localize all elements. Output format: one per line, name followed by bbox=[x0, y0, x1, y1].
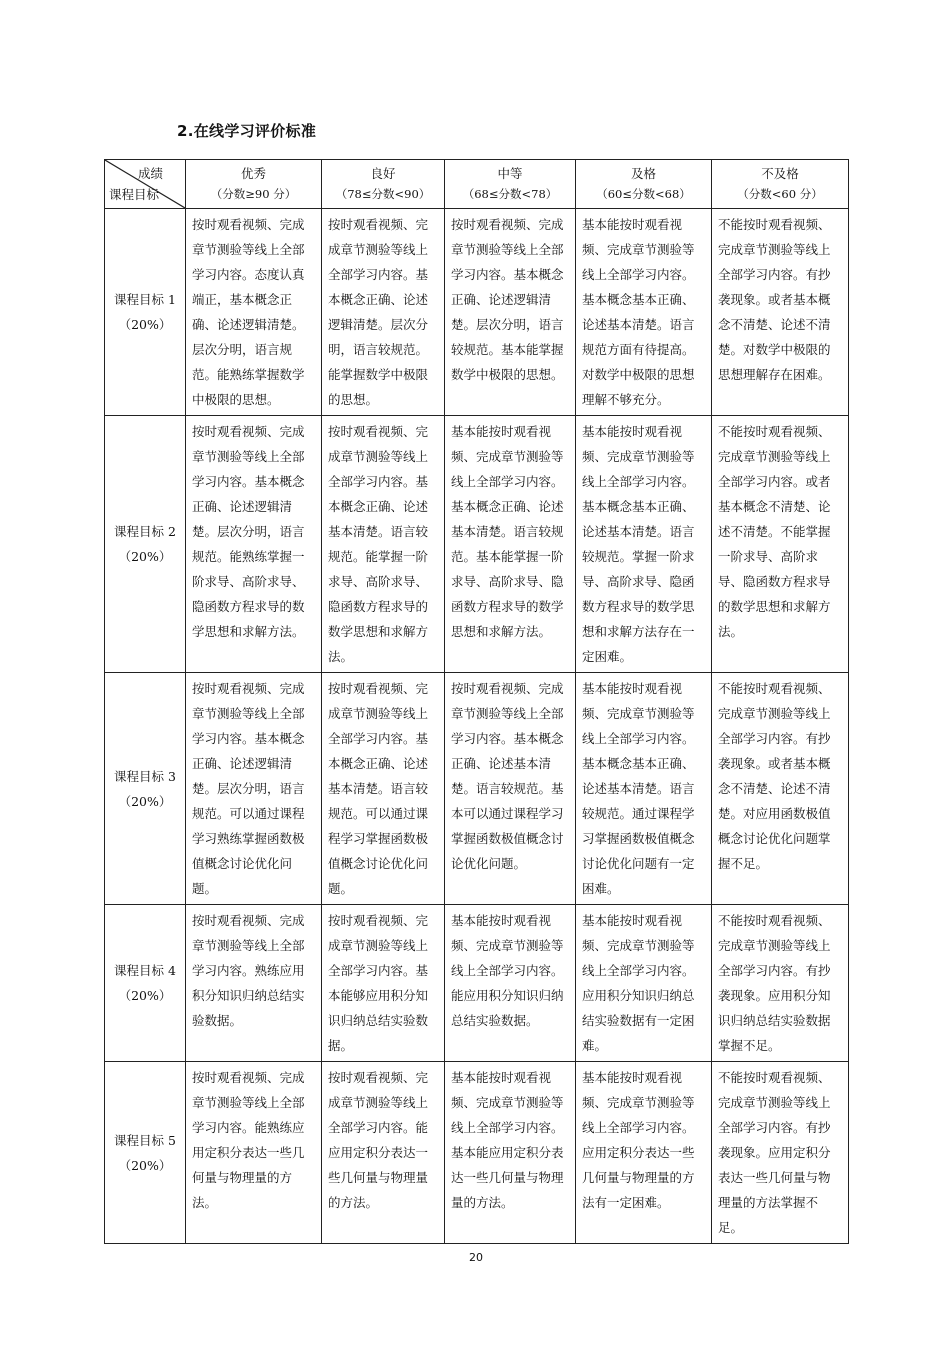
table-corner-cell bbox=[105, 160, 186, 209]
criteria-cell: 不能按时观看视频、完成章节测验等线上全部学习内容。有抄袭现象。或者基本概念不清楚、论述不清楚。对应用函数极值概念讨论优化问题掌握不足。 bbox=[712, 673, 849, 905]
criteria-cell: 基本能按时观看视频、完成章节测验等线上全部学习内容。基本概念正确、论述基本清楚。语言较规范。基本能掌握一阶求导、高阶求导、隐函数方程求导的数学思想和求解方法。 bbox=[445, 416, 576, 673]
section-title: 2.在线学习评价标准 bbox=[177, 122, 317, 140]
criteria-cell: 基本能按时观看视频、完成章节测验等线上全部学习内容。基本概念基本正确、论述基本清楚。语言较规范。通过课程学习掌握函数极值概念讨论优化问题有一定困难。 bbox=[576, 673, 712, 905]
criteria-cell: 按时观看视频、完成章节测验等线上全部学习内容。能应用定积分表达一些几何量与物理量的方法。 bbox=[322, 1062, 445, 1244]
criteria-cell: 基本能按时观看视频、完成章节测验等线上全部学习内容。应用定积分表达一些几何量与物理量的方法有一定困难。 bbox=[576, 1062, 712, 1244]
table-row-goal-3 bbox=[105, 673, 849, 905]
goal-label: 课程目标 5 （20%） bbox=[105, 1062, 186, 1244]
criteria-cell: 不能按时观看视频、完成章节测验等线上全部学习内容。有抄袭现象。应用积分知识归纳总结实验数据掌握不足。 bbox=[712, 905, 849, 1062]
criteria-cell: 按时观看视频、完成章节测验等线上全部学习内容。基本概念正确、论述基本清楚。语言较规范。可以通过课程学习掌握函数极值概念讨论优化问题。 bbox=[322, 673, 445, 905]
criteria-cell: 按时观看视频、完成章节测验等线上全部学习内容。能熟练应用定积分表达一些几何量与物理量的方法。 bbox=[186, 1062, 322, 1244]
header-fail: 不及格 （分数<60 分） bbox=[712, 160, 849, 209]
criteria-cell: 按时观看视频、完成章节测验等线上全部学习内容。基本概念正确、论述逻辑清楚。层次分明，语言较规范。基本能掌握数学中极限的思想。 bbox=[445, 209, 576, 416]
header-excellent: 优秀 （分数≥90 分） bbox=[186, 160, 322, 209]
evaluation-table bbox=[104, 159, 849, 1244]
criteria-cell: 基本能按时观看视频、完成章节测验等线上全部学习内容。基本概念基本正确、论述基本清楚。语言规范方面有待提高。对数学中极限的思想理解不够充分。 bbox=[576, 209, 712, 416]
criteria-cell: 按时观看视频、完成章节测验等线上全部学习内容。态度认真端正，基本概念正确、论述逻辑清楚。层次分明，语言规范。能熟练掌握数学中极限的思想。 bbox=[186, 209, 322, 416]
page-number: 20 bbox=[469, 1251, 483, 1264]
criteria-cell: 按时观看视频、完成章节测验等线上全部学习内容。基本能够应用积分知识归纳总结实验数据。 bbox=[322, 905, 445, 1062]
criteria-cell: 按时观看视频、完成章节测验等线上全部学习内容。基本概念正确、论述基本清楚。语言较规范。基本可以通过课程学习掌握函数极值概念讨论优化问题。 bbox=[445, 673, 576, 905]
criteria-cell: 不能按时观看视频、完成章节测验等线上全部学习内容。有抄袭现象。或者基本概念不清楚、论述不清楚。对数学中极限的思想理解存在困难。 bbox=[712, 209, 849, 416]
criteria-cell: 基本能按时观看视频、完成章节测验等线上全部学习内容。基本能应用定积分表达一些几何量与物理量的方法。 bbox=[445, 1062, 576, 1244]
table-header-row bbox=[105, 160, 849, 209]
criteria-cell: 基本能按时观看视频、完成章节测验等线上全部学习内容。基本概念基本正确、论述基本清楚。语言较规范。掌握一阶求导、高阶求导、隐函数方程求导的数学思想和求解方法存在一定困难。 bbox=[576, 416, 712, 673]
table-row-goal-5 bbox=[105, 1062, 849, 1244]
criteria-cell: 按时观看视频、完成章节测验等线上全部学习内容。基本概念正确、论述逻辑清楚。层次分明，语言规范。可以通过课程学习熟练掌握函数极值概念讨论优化问题。 bbox=[186, 673, 322, 905]
goal-label: 课程目标 3 （20%） bbox=[105, 673, 186, 905]
header-good: 良好 （78≤分数<90） bbox=[322, 160, 445, 209]
corner-label-grade: 成绩 bbox=[137, 166, 163, 181]
criteria-cell: 按时观看视频、完成章节测验等线上全部学习内容。熟练应用积分知识归纳总结实验数据。 bbox=[186, 905, 322, 1062]
corner-label-goal: 课程目标 bbox=[109, 187, 160, 202]
criteria-cell: 不能按时观看视频、完成章节测验等线上全部学习内容。有抄袭现象。应用定积分表达一些几何量与物理量的方法掌握不足。 bbox=[712, 1062, 849, 1244]
criteria-cell: 按时观看视频、完成章节测验等线上全部学习内容。基本概念正确、论述基本清楚。语言较规范。能掌握一阶求导、高阶求导、隐函数方程求导的数学思想和求解方法。 bbox=[322, 416, 445, 673]
header-medium: 中等 （68≤分数<78） bbox=[445, 160, 576, 209]
criteria-cell: 按时观看视频、完成章节测验等线上全部学习内容。基本概念正确、论述逻辑清楚。层次分明，语言较规范。能掌握数学中极限的思想。 bbox=[322, 209, 445, 416]
goal-label: 课程目标 4 （20%） bbox=[105, 905, 186, 1062]
goal-label: 课程目标 2 （20%） bbox=[105, 416, 186, 673]
table-row-goal-1 bbox=[105, 209, 849, 416]
table-row-goal-2 bbox=[105, 416, 849, 673]
criteria-cell: 不能按时观看视频、完成章节测验等线上全部学习内容。或者基本概念不清楚、论述不清楚。不能掌握一阶求导、高阶求导、隐函数方程求导的数学思想和求解方法。 bbox=[712, 416, 849, 673]
criteria-cell: 按时观看视频、完成章节测验等线上全部学习内容。基本概念正确、论述逻辑清楚。层次分明，语言规范。能熟练掌握一阶求导、高阶求导、隐函数方程求导的数学思想和求解方法。 bbox=[186, 416, 322, 673]
goal-label: 课程目标 1 （20%） bbox=[105, 209, 186, 416]
header-pass: 及格 （60≤分数<68） bbox=[576, 160, 712, 209]
criteria-cell: 基本能按时观看视频、完成章节测验等线上全部学习内容。应用积分知识归纳总结实验数据有一定困难。 bbox=[576, 905, 712, 1062]
table-row-goal-4 bbox=[105, 905, 849, 1062]
criteria-cell: 基本能按时观看视频、完成章节测验等线上全部学习内容。能应用积分知识归纳总结实验数据。 bbox=[445, 905, 576, 1062]
